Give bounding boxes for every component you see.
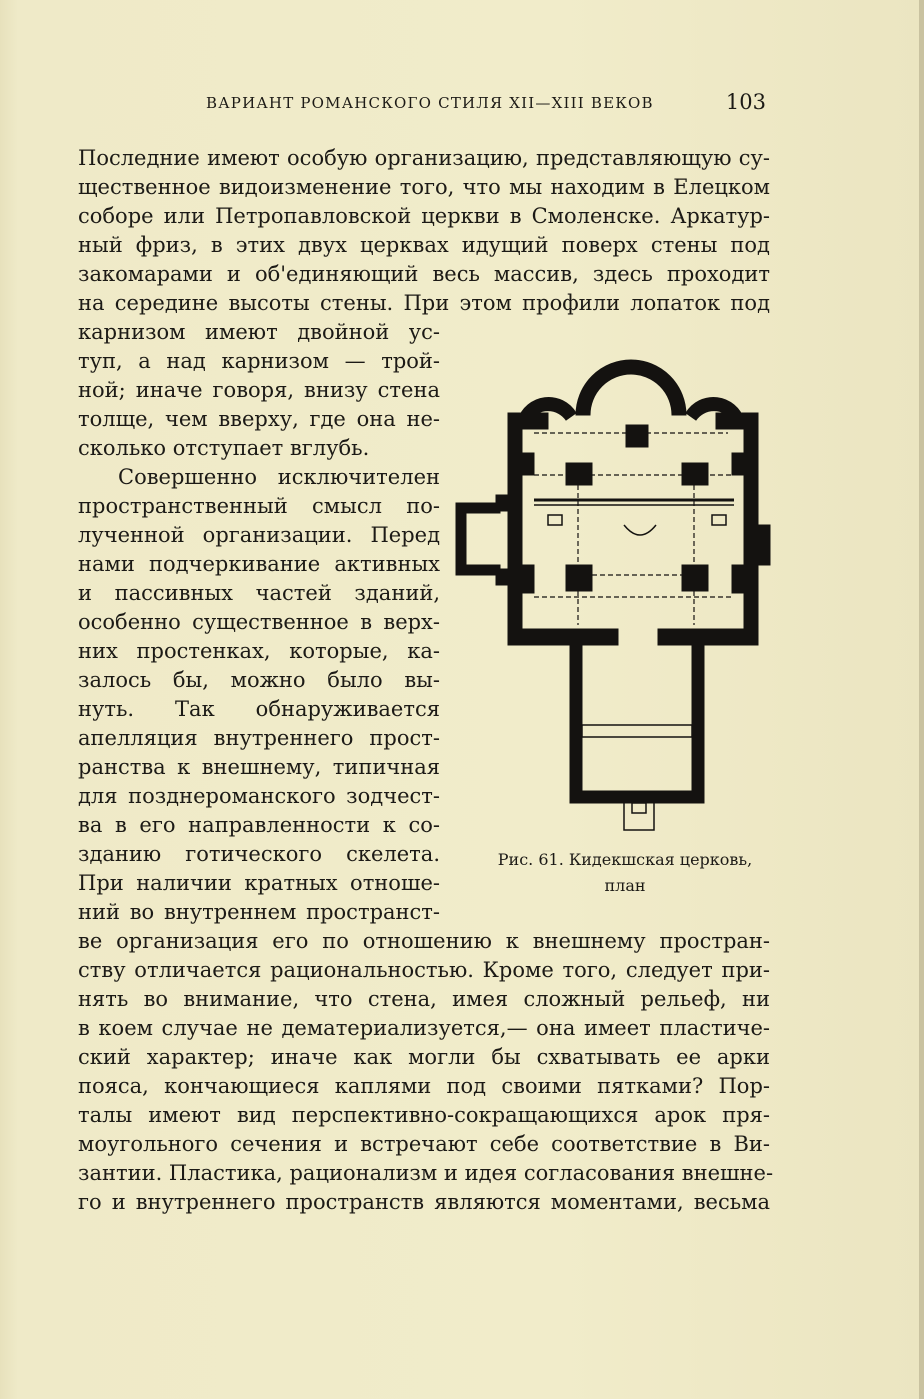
text-line: для позднероманского зодчест- (78, 784, 440, 808)
text-line: ной; иначе говоря, внизу стена (78, 378, 440, 402)
church-floor-plan-drawing (448, 325, 788, 845)
page-header (78, 92, 770, 118)
text-line: туп, а над карнизом — трой- (78, 349, 440, 373)
text-line: нуть. Так обнаруживается (78, 697, 440, 721)
text-line: апелляция внутреннего прост- (78, 726, 440, 750)
running-title: ВАРИАНТ РОМАНСКОГО СТИЛЯ XII—XIII ВЕКОВ (206, 94, 654, 112)
text-line: зданию готического скелета. (78, 842, 440, 866)
text-line: в коем случае не дематериализуется,— она имеет пластиче- (78, 1016, 770, 1040)
text-line: сколько отступает вглубь. (78, 436, 370, 460)
text-line: них простенках, которые, ка- (78, 639, 440, 663)
text-line: пространственный смысл по- (78, 494, 440, 518)
text-line: пояса, кончающиеся каплями под своими пятками? Пор- (78, 1074, 770, 1098)
text-line: соборе или Петропавловской церкви в Смоленске. Аркатур- (78, 204, 770, 228)
text-line: щественное видоизменение того, что мы находим в Елецком (78, 175, 770, 199)
text-line: зантии. Пластика, рационализм и идея согласования внешне- (78, 1161, 774, 1185)
text-line: толще, чем вверху, где она не- (78, 407, 440, 431)
text-line: талы имеют вид перспективно-сокращающихся арок пря- (78, 1103, 770, 1127)
church-floor-plan-figure (448, 325, 788, 845)
figure-caption-continuation: план (604, 876, 646, 895)
text-line: нять во внимание, что стена, имея сложный рельеф, ни (78, 987, 770, 1011)
text-line: залось бы, можно было вы- (78, 668, 440, 692)
text-line: моугольного сечения и встречают себе соответствие в Ви- (78, 1132, 770, 1156)
text-line: и пассивных частей зданий, (78, 581, 440, 605)
text-line: карнизом имеют двойной ус- (78, 320, 440, 344)
page-number: 103 (725, 90, 766, 114)
text-line: ский характер; иначе как могли бы схватывать ее арки (78, 1045, 770, 1069)
text-line: ный фриз, в этих двух церквах идущий поверх стены под (78, 233, 770, 257)
text-line: Последние имеют особую организацию, представляющую су- (78, 146, 770, 170)
text-line: При наличии кратных отноше- (78, 871, 440, 895)
text-line: ний во внутреннем пространст- (78, 900, 440, 924)
figure-caption: Рис. 61. Кидекшская церковь, (497, 850, 753, 869)
text-line: Совершенно исключителен (118, 465, 440, 489)
text-line: на середине высоты стены. При этом профили лопаток под (78, 291, 770, 315)
text-line: ству отличается рациональностью. Кроме того, следует при- (78, 958, 770, 982)
text-line: ва в его направленности к со- (78, 813, 440, 837)
text-line: нами подчеркивание активных (78, 552, 440, 576)
text-line: закомарами и об'единяющий весь массив, здесь проходит (78, 262, 770, 286)
text-line: ранства к внешнему, типичная (78, 755, 440, 779)
text-line: ве организация его по отношению к внешнему простран- (78, 929, 770, 953)
text-line: лученной организации. Перед (78, 523, 440, 547)
text-line: особенно существенное в верх- (78, 610, 440, 634)
page-edge (919, 0, 924, 1399)
text-line: го и внутреннего пространств являются моментами, весьма (78, 1190, 770, 1214)
